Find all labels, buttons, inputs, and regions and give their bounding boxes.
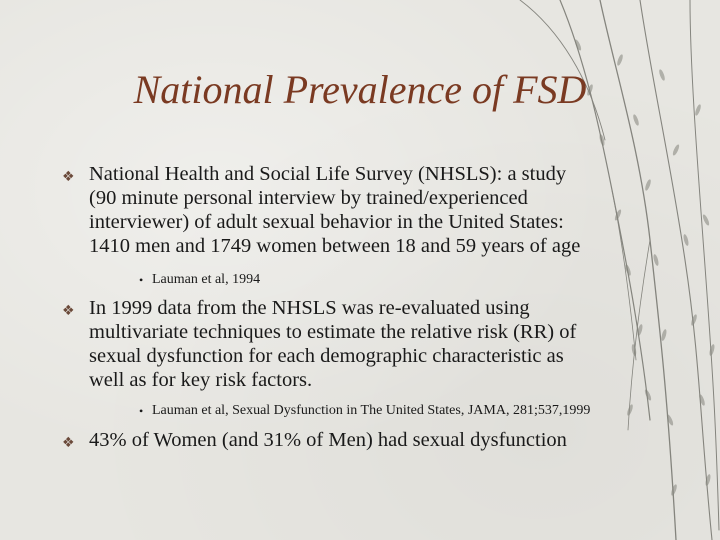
bullet-text <box>89 428 679 452</box>
bullet-line: well as for key risk factors. <box>89 369 313 391</box>
bullet-line: (90 minute personal interview by trained/experienced <box>89 187 528 209</box>
slide-title: National Prevalence of FSD <box>133 67 587 112</box>
bullet-line: sexual dysfunction for each demographic characteristic as <box>89 345 564 367</box>
diamond-bullet-icon: ❖ <box>62 169 75 185</box>
bullet-text <box>89 162 679 258</box>
bullet-line: 43% of Women (and 31% of Men) had sexual dysfunction <box>89 429 567 451</box>
diamond-bullet-icon: ❖ <box>62 303 75 319</box>
sub-bullet-marker: • <box>139 404 144 418</box>
citation-text: Lauman et al, Sexual Dysfunction in The United States, JAMA, 281;537,1999 <box>152 403 591 418</box>
bullet-line: interviewer) of adult sexual behavior in the United States: <box>89 211 564 233</box>
bullet-line: multivariate techniques to estimate the relative risk (RR) of <box>89 321 577 343</box>
bullet-line: 1410 men and 1749 women between 18 and 59 years of age <box>89 235 581 257</box>
sub-bullet-marker: • <box>139 273 144 287</box>
diamond-bullet-icon: ❖ <box>62 435 75 451</box>
citation-text: Lauman et al, 1994 <box>152 272 261 287</box>
bullet-line: National Health and Social Life Survey (NHSLS): a study <box>89 163 567 185</box>
bullet-text <box>89 296 679 392</box>
bullet-line: In 1999 data from the NHSLS was re-evaluated using <box>89 297 530 319</box>
